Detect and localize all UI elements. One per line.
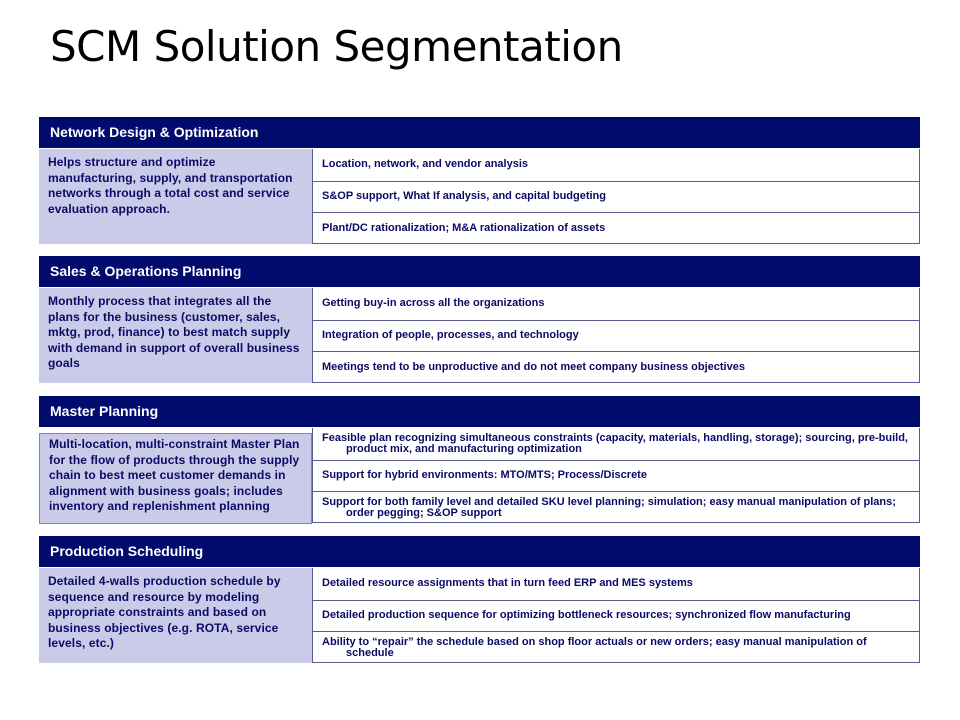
section-production-scheduling: [39, 536, 920, 663]
point-text: S&OP support, What If analysis, and capital budgeting: [322, 190, 606, 203]
point-text: Integration of people, processes, and technology: [322, 329, 579, 342]
section-body: [39, 427, 920, 523]
point-text: Support for hybrid environments: MTO/MTS; Process/Discrete: [322, 469, 647, 482]
point-text: Feasible plan recognizing simultaneous constraints (capacity, materials, handling, storage); sourcing, pre-build, product mix, and manufacturing optimization: [322, 431, 908, 455]
section-body: [39, 287, 920, 383]
section-network-design: [39, 117, 920, 244]
point-text: Plant/DC rationalization; M&A rationalization of assets: [322, 222, 606, 235]
section-header: Network Design & Optimization: [39, 117, 920, 148]
point-text: Support for both family level and detailed SKU level planning; simulation; easy manual manipulation of plans; order pegging; S&OP support: [322, 495, 896, 519]
point-item: [313, 428, 919, 460]
section-body: [39, 148, 920, 244]
section-sales-operations: [39, 256, 920, 383]
section-header: Master Planning: [39, 396, 920, 427]
section-description: Multi-location, multi-constraint Master Plan for the flow of products through the supply chain to best meet customer demands in alignment with business goals; includes inventory and replenishment planning: [39, 433, 312, 524]
point-item: [313, 568, 919, 600]
point-item: [313, 181, 919, 213]
point-text: Getting buy-in across all the organizations: [322, 297, 545, 310]
point-item: [313, 320, 919, 352]
point-item: [313, 149, 919, 181]
section-header: Sales & Operations Planning: [39, 256, 920, 287]
section-points: [312, 149, 920, 244]
section-description: Helps structure and optimize manufacturing, supply, and transportation networks through a total cost and service evaluation approach.: [39, 149, 312, 244]
point-text: Detailed production sequence for optimizing bottleneck resources; synchronized flow manufacturing: [322, 609, 851, 622]
point-item: [313, 631, 919, 663]
page-title: SCM Solution Segmentation: [50, 22, 623, 71]
section-points: [312, 288, 920, 383]
section-body: [39, 567, 920, 663]
section-header: Production Scheduling: [39, 536, 920, 567]
point-text: Ability to “repair” the schedule based on shop floor actuals or new orders; easy manual manipulation of schedule: [322, 635, 867, 659]
point-item: [313, 288, 919, 320]
point-text: Meetings tend to be unproductive and do not meet company business objectives: [322, 361, 745, 374]
section-master-planning: [39, 396, 920, 523]
section-description: Detailed 4-walls production schedule by sequence and resource by modeling appropriate constraints and based on business objectives (e.g. ROTA, service levels, etc.): [39, 568, 312, 663]
point-text: Location, network, and vendor analysis: [322, 158, 528, 171]
section-points: [312, 568, 920, 663]
point-text: Detailed resource assignments that in turn feed ERP and MES systems: [322, 577, 693, 590]
point-item: [313, 351, 919, 383]
section-description: Monthly process that integrates all the plans for the business (customer, sales, mktg, prod, finance) to best match supply with demand in support of overall business goals: [39, 288, 312, 383]
point-item: [313, 600, 919, 632]
section-points: [312, 428, 920, 523]
point-item: [313, 460, 919, 492]
point-item: [313, 491, 919, 523]
point-item: [313, 212, 919, 244]
